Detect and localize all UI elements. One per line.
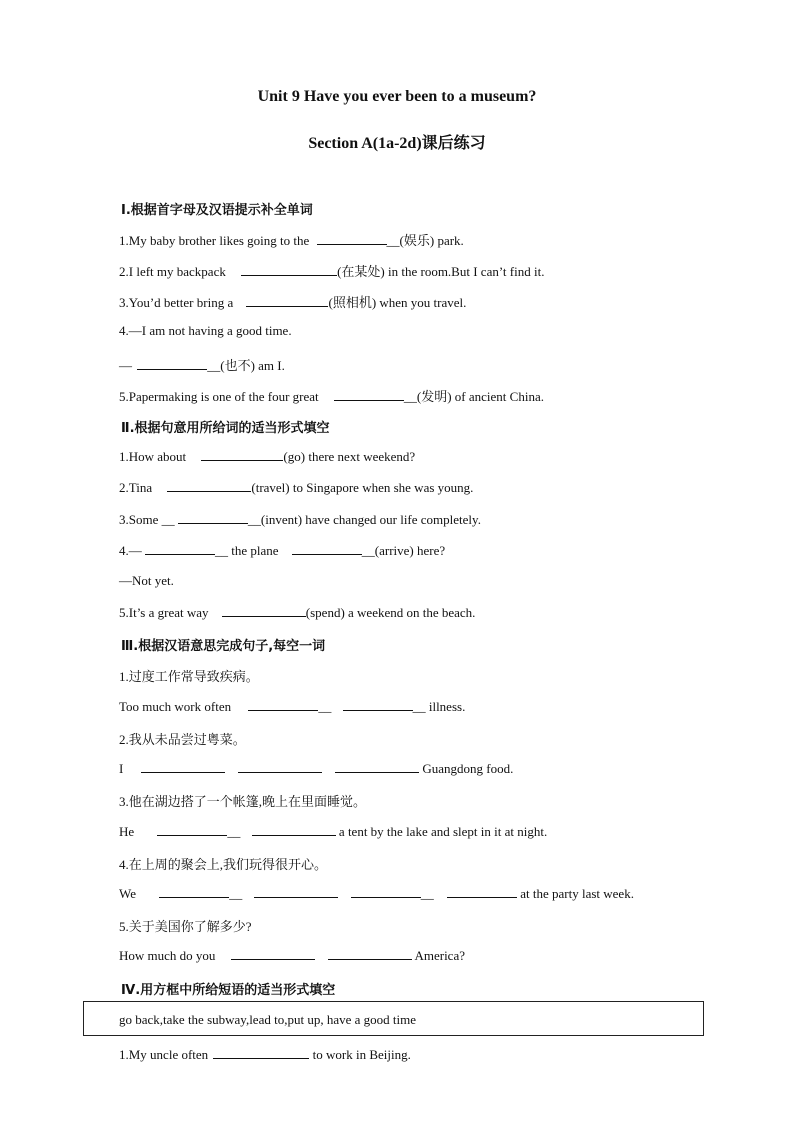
s1-question-5: 5.Papermaking is one of the four great __(发明) of ancient China. [119,389,544,404]
s1-question-1: 1.My baby brother likes going to the __(娱乐) park. [119,233,464,248]
phrase-box-text: go back,take the subway,lead to,put up, have a good time [119,1012,416,1027]
page-subtitle: Section A(1a-2d)课后练习 [308,135,486,152]
page-title: Unit 9 Have you ever been to a museum? [257,88,537,105]
answer-blank[interactable] [317,232,387,245]
answer-blank[interactable] [252,823,336,836]
s3-question-1: Too much work often __ __ illness. [119,699,466,714]
s3-q4-text: We [119,886,136,901]
s3-q3-chinese: 3.他在湖边搭了一个帐篷,晚上在里面睡觉。 [119,794,367,809]
s2-q4-text-end: (arrive) here? [374,543,446,558]
s3-question-2 [119,760,513,777]
s3-q1-text-end: illness. [428,699,466,714]
s4-question-1 [119,1046,411,1063]
s3-q1-text: Too much work often [119,699,232,714]
answer-blank[interactable] [201,448,283,461]
s2-q2-text-end: (travel) to Singapore when she was young. [251,480,474,495]
answer-blank[interactable] [141,760,225,773]
s3-q5-text-end: America? [414,948,465,963]
s2-q2-text: 2.Tina [119,480,153,495]
s3-q3-text: He [119,824,135,839]
s1-q1-text-end: (娱乐) park. [399,233,464,248]
s2-question-5 [119,604,475,621]
s4-q1-text-end: to work in Beijing. [312,1047,411,1062]
answer-blank[interactable] [343,698,413,711]
s2-question-4: 4.— __ the plane __(arrive) here? [119,543,446,558]
s3-q3-text-end: a tent by the lake and slept in it at night. [338,824,548,839]
s2-q1-text-end: (go) there next weekend? [283,449,416,464]
s1-q3-text: 3.You’d better bring a [119,295,234,310]
s2-q3-text: 3.Some [119,512,159,527]
phrase-box [83,1001,704,1036]
answer-blank[interactable] [334,388,404,401]
s2-q4-dash: 4.— [119,543,142,558]
s3-q4-chinese: 4.在上周的聚会上,我们玩得很开心。 [119,857,328,872]
answer-blank[interactable] [328,947,412,960]
answer-blank[interactable] [222,604,306,617]
s1-q2-text-end: (在某处) in the room.But I can’t find it. [337,264,545,279]
answer-blank[interactable] [157,823,227,836]
s1-q4-text-end: (也不) am I. [220,358,285,373]
answer-blank[interactable] [246,294,328,307]
answer-blank[interactable] [292,542,362,555]
answer-blank[interactable] [335,760,419,773]
section-1-heading: Ⅰ.根据首字母及汉语提示补全单词 [121,203,313,218]
answer-blank[interactable] [238,760,322,773]
s2-q3-text-end: (invent) have changed our life completely. [260,512,481,527]
answer-blank[interactable] [447,885,517,898]
s3-question-5 [119,947,465,964]
section-4-heading: Ⅳ.用方框中所给短语的适当形式填空 [121,983,336,998]
s1-q5-text-end: (发明) of ancient China. [416,389,544,404]
section-3-heading: Ⅲ.根据汉语意思完成句子,每空一词 [121,639,326,654]
answer-blank[interactable] [178,511,248,524]
answer-blank[interactable] [254,885,338,898]
s2-question-1 [119,448,415,465]
s1-question-4-reply: — __(也不) am I. [119,358,285,373]
s3-q2-text: I [119,761,124,776]
s3-question-3: He __ a tent by the lake and slept in it at night. [119,824,548,839]
s1-q5-text: 5.Papermaking is one of the four great [119,389,319,404]
s2-q5-text-end: (spend) a weekend on the beach. [305,605,476,620]
answer-blank[interactable] [167,479,251,492]
answer-blank[interactable] [145,542,215,555]
s3-q1-chinese: 1.过度工作常导致疾病。 [119,669,259,684]
s3-q5-chinese: 5.关于美国你了解多少? [119,919,252,934]
answer-blank[interactable] [231,947,315,960]
answer-blank[interactable] [213,1046,309,1059]
s1-question-4: 4.—I am not having a good time. [119,323,292,338]
answer-blank[interactable] [137,357,207,370]
s4-q1-text: 1.My uncle often [119,1047,209,1062]
answer-blank[interactable] [351,885,421,898]
s2-question-2 [119,479,473,496]
s3-q2-chinese: 2.我从未品尝过粤菜。 [119,732,246,747]
answer-blank[interactable] [241,263,337,276]
s1-question-3 [119,292,466,311]
s1-q2-text: 2.I left my backpack [119,264,226,279]
answer-blank[interactable] [248,698,318,711]
s3-question-4: We __ __ at the party last week. [119,886,634,901]
s1-question-2 [119,261,544,280]
s1-q4-dash: — [119,358,132,373]
answer-blank[interactable] [159,885,229,898]
s1-q1-text: 1.My baby brother likes going to the [119,233,310,248]
s2-question-4-reply: —Not yet. [119,573,174,588]
s2-question-3: 3.Some __ __(invent) have changed our life completely. [119,512,481,527]
s2-q4-text: the plane [231,543,279,558]
s3-q2-text-end: Guangdong food. [422,761,514,776]
s2-q5-text: 5.It’s a great way [119,605,209,620]
section-2-heading: Ⅱ.根据句意用所给词的适当形式填空 [121,421,330,436]
s3-q5-text: How much do you [119,948,216,963]
s1-q3-text-end: (照相机) when you travel. [328,295,467,310]
s3-q4-text-end: at the party last week. [520,886,634,901]
s2-q1-text: 1.How about [119,449,187,464]
